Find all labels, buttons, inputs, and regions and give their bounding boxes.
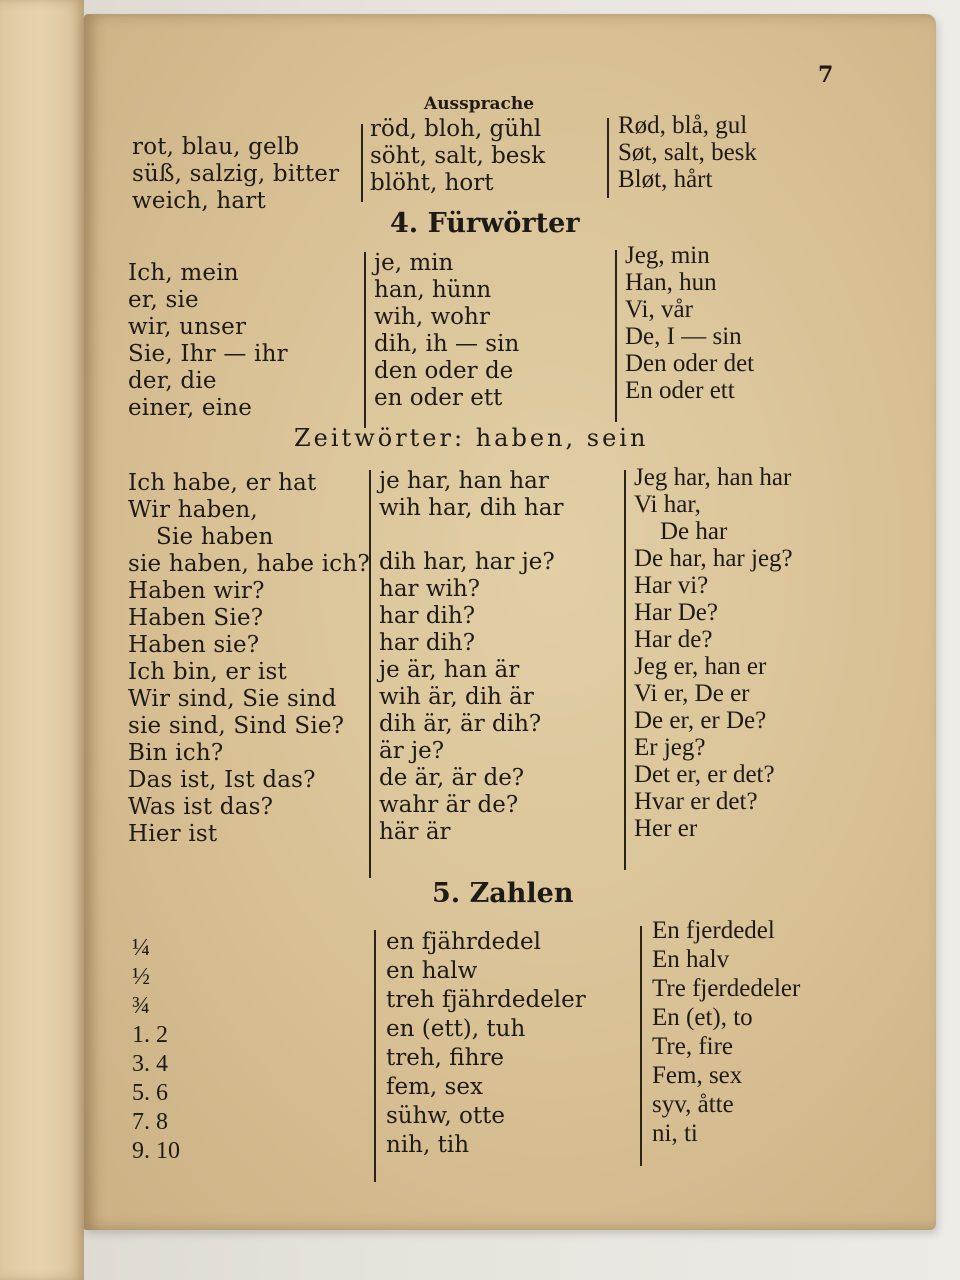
numbers-norwegian-column (652, 916, 800, 1148)
number-value: 9. 10 (132, 1138, 180, 1164)
pronunciation-word: blöht, hort (370, 170, 494, 196)
norwegian-word: En halv (652, 946, 730, 973)
pronunciation-word: wih är, dih är (379, 684, 534, 710)
norwegian-word: Har de? (634, 626, 713, 653)
german-word: einer, eine (128, 395, 253, 421)
norwegian-word: Jeg har, han har (634, 464, 792, 491)
colors-pronunciation-column (370, 116, 545, 197)
pronunciation-word: sühw, otte (386, 1103, 505, 1129)
pronunciation-header: Aussprache (424, 94, 535, 114)
norwegian-word: Vi, vår (625, 296, 693, 323)
pronouns-pronunciation-column (374, 250, 519, 412)
pronunciation-word: har wih? (379, 576, 481, 602)
number-value: 5. 6 (132, 1080, 168, 1106)
book-page (84, 14, 936, 1230)
norwegian-word: Vi er, De er (634, 680, 750, 707)
norwegian-word: En fjerdedel (652, 917, 775, 944)
pronunciation-word: wih har, dih har (379, 495, 564, 521)
pronunciation-word: har dih? (379, 630, 476, 656)
pronunciation-word: den oder de (374, 358, 514, 384)
column-divider (624, 470, 626, 870)
facing-page-edge (0, 0, 84, 1280)
pronunciation-word: nih, tih (386, 1132, 470, 1158)
pronunciation-word: treh, fihre (386, 1045, 505, 1071)
number-value: 1. 2 (132, 1022, 168, 1048)
pronunciation-word: de är, är de? (379, 765, 525, 791)
norwegian-word: Jeg, min (625, 242, 710, 269)
verbs-german-column (128, 470, 370, 848)
german-word: Hier ist (128, 821, 218, 847)
pronunciation-word: söht, salt, besk (370, 143, 546, 169)
section-heading-numbers: 5. Zahlen (432, 878, 574, 909)
section-heading-verbs: Zeitwörter: haben, sein (294, 424, 649, 452)
verbs-norwegian-column (634, 464, 793, 842)
pronunciation-word: en (ett), tuh (386, 1016, 526, 1042)
german-word: Bin ich? (128, 740, 224, 766)
german-word: weich, hart (132, 188, 266, 214)
norwegian-word: Fem, sex (652, 1062, 743, 1089)
pronouns-norwegian-column (625, 242, 754, 404)
pronunciation-word: en fjährdedel (386, 929, 541, 955)
pronunciation-word: je, min (374, 250, 454, 276)
german-word: Haben sie? (128, 632, 260, 658)
column-divider (640, 926, 642, 1166)
pronunciation-word: här är (379, 819, 451, 845)
german-word: Wir sind, Sie sind (128, 686, 337, 712)
german-word: Was ist das? (128, 794, 274, 820)
norwegian-word: De, I — sin (625, 323, 742, 350)
pronunciation-word: han, hünn (374, 277, 492, 303)
pronunciation-word: fem, sex (386, 1074, 483, 1100)
german-word: rot, blau, gelb (132, 134, 300, 160)
norwegian-word: De er, er De? (634, 707, 767, 734)
section-heading-pronouns: 4. Fürwörter (390, 208, 580, 239)
pronunciation-word: dih har, har je? (379, 549, 555, 575)
norwegian-word: Jeg er, han er (634, 653, 767, 680)
norwegian-word: Her er (634, 815, 698, 842)
page-number: 7 (818, 62, 834, 88)
norwegian-word: Bløt, hårt (618, 166, 713, 193)
pronunciation-word: je är, han är (379, 657, 520, 683)
norwegian-word: Har vi? (634, 572, 709, 599)
german-word: süß, salzig, bitter (132, 161, 340, 187)
pronunciation-word: je har, han har (379, 468, 549, 494)
verbs-pronunciation-column (379, 468, 564, 846)
german-word: Ich, mein (128, 260, 239, 286)
norwegian-word: Den oder det (625, 350, 755, 377)
column-divider (615, 250, 617, 422)
number-value: 7. 8 (132, 1109, 168, 1135)
german-word: der, die (128, 368, 217, 394)
norwegian-word: Søt, salt, besk (618, 139, 757, 166)
german-word: wir, unser (128, 314, 247, 340)
numbers-german-column (132, 934, 180, 1166)
pronunciation-word: wih, wohr (374, 304, 490, 330)
pronunciation-word: är je? (379, 738, 445, 764)
german-word: Haben Sie? (128, 605, 264, 631)
number-value: 3. 4 (132, 1051, 168, 1077)
norwegian-word: Har De? (634, 599, 718, 626)
german-word: Ich bin, er ist (128, 659, 287, 685)
german-word: Sie, Ihr — ihr (128, 341, 288, 367)
norwegian-word: Tre fjerdedeler (652, 975, 801, 1002)
colors-german-column (132, 134, 339, 215)
column-divider (607, 118, 609, 198)
number-value: ¼ (132, 935, 150, 961)
german-word: sie sind, Sind Sie? (128, 713, 345, 739)
norwegian-word: Han, hun (625, 269, 717, 296)
pronunciation-word: en oder ett (374, 385, 503, 411)
pronunciation-word: dih, ih — sin (374, 331, 520, 357)
number-value: ½ (132, 964, 150, 990)
norwegian-word: Hvar er det? (634, 788, 758, 815)
pronunciation-word: wahr är de? (379, 792, 519, 818)
norwegian-word: Det er, er det? (634, 761, 775, 788)
number-value: ¾ (132, 993, 150, 1019)
german-word: Wir haben, (128, 497, 258, 523)
norwegian-word: syv, åtte (652, 1091, 734, 1118)
norwegian-word: Er jeg? (634, 734, 706, 761)
column-divider (369, 470, 371, 878)
norwegian-word: De har, har jeg? (634, 545, 793, 572)
norwegian-word: ni, ti (652, 1120, 698, 1147)
german-word: sie haben, habe ich? (128, 551, 370, 577)
norwegian-word: Rød, blå, gul (618, 112, 748, 139)
norwegian-word: Tre, fire (652, 1033, 734, 1060)
norwegian-word: De har (660, 518, 728, 545)
pronunciation-word (379, 522, 564, 549)
numbers-pronunciation-column (386, 928, 586, 1160)
column-divider (374, 930, 376, 1182)
colors-norwegian-column (618, 112, 757, 193)
german-word: Haben wir? (128, 578, 265, 604)
pronunciation-word: har dih? (379, 603, 476, 629)
german-word: Ich habe, er hat (128, 470, 317, 496)
german-word: Das ist, Ist das? (128, 767, 316, 793)
norwegian-word: En oder ett (625, 377, 735, 404)
pronunciation-word: treh fjährdedeler (386, 987, 586, 1013)
pronunciation-word: röd, bloh, gühl (370, 116, 542, 142)
german-word: er, sie (128, 287, 199, 313)
pronunciation-word: dih är, är dih? (379, 711, 542, 737)
norwegian-word: En (et), to (652, 1004, 753, 1031)
german-word: Sie haben (156, 524, 274, 550)
pronouns-german-column (128, 260, 288, 422)
column-divider (364, 252, 366, 428)
norwegian-word: Vi har, (634, 491, 701, 518)
pronunciation-word: en halw (386, 958, 478, 984)
column-divider (361, 124, 363, 202)
